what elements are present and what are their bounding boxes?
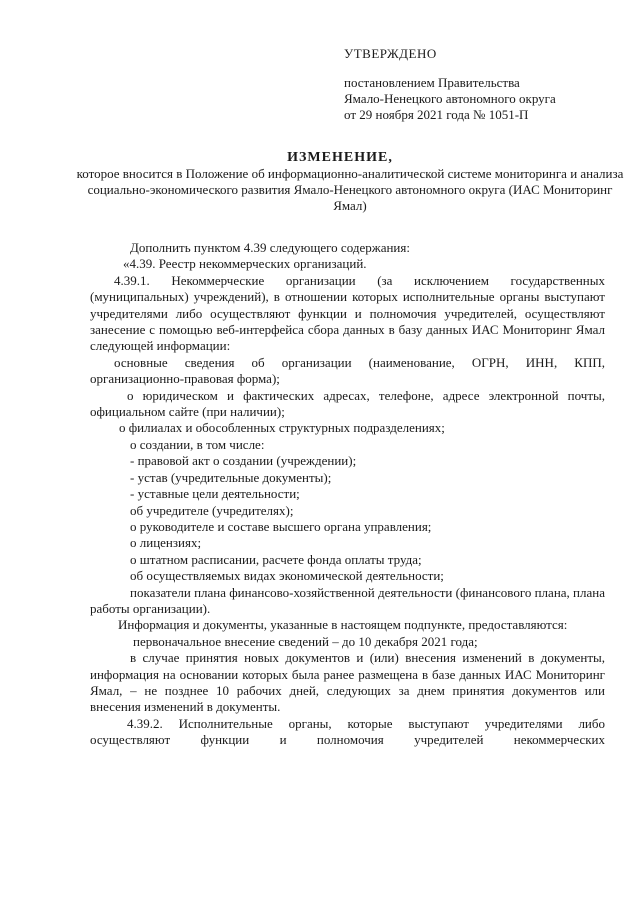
approval-line-2: Ямало-Ненецкого автономного округа	[344, 91, 556, 106]
paragraph: в случае принятия новых документов и (или) внесения изменений в документы, информация на основании которых была ранее размещена в базе данных ИАС Мониторинг Ямал, – не позднее 10 рабочих дней, следующих за днем принятия документов или внесения изменений в документы.	[90, 650, 605, 715]
approval-block	[344, 46, 614, 123]
paragraph: о юридическом и фактических адресах, телефоне, адресе электронной почты, официальном сайте (при наличии);	[90, 387, 605, 420]
paragraph: об учредителе (учредителях);	[130, 502, 294, 518]
paragraph: Информация и документы, указанные в настоящем подпункте, предоставляются:	[118, 617, 568, 633]
paragraph: - устав (учредительные документы);	[130, 469, 332, 485]
paragraph: Дополнить пунктом 4.39 следующего содержания:	[130, 240, 410, 255]
document-subtitle: которое вносится в Положение об информационно-аналитической системе мониторинга и анализа социально-экономического развития Ямало-Ненецкого автономного округа (ИАС Мониторинг Ямал)	[76, 166, 624, 213]
paragraph: «4.39. Реестр некоммерческих организаций.	[123, 256, 367, 272]
paragraph: 4.39.1. Некоммерческие организации (за исключением государственных (муниципальных) учреждений), в отношении которых исполнительные органы выступают учредителями либо осуществляют функции и полномочия учредителей, осуществляют занесение с помощью веб-интерфейса сбора данных в базу данных ИАС Мониторинг Ямал следующей информации:	[90, 272, 605, 354]
approval-heading: УТВЕРЖДЕНО	[344, 46, 437, 61]
paragraph: о филиалах и обособленных структурных подразделениях;	[119, 420, 445, 436]
paragraph: о руководителе и составе высшего органа управления;	[130, 518, 432, 534]
document-body	[90, 240, 605, 749]
paragraph: показатели плана финансово-хозяйственной деятельности (финансового плана, плана работы организации).	[90, 584, 605, 616]
approval-line-3: от 29 ноября 2021 года № 1051-П	[344, 107, 529, 122]
paragraph: о лицензиях;	[130, 535, 202, 551]
paragraph: - правовой акт о создании (учреждении);	[130, 453, 357, 469]
paragraph: 4.39.2. Исполнительные органы, которые выступают учредителями либо осуществляют функции и полномочия учредителей некоммерческих	[90, 715, 605, 748]
paragraph: основные сведения об организации (наименование, ОГРН, ИНН, КПП, организационно-правовая форма);	[90, 354, 605, 387]
approval-spacer	[344, 62, 614, 75]
paragraph: о создании, в том числе:	[130, 436, 265, 452]
paragraph: об осуществляемых видах экономической деятельности;	[130, 568, 444, 584]
approval-line-1: постановлением Правительства	[344, 75, 520, 90]
document-title: ИЗМЕНЕНИЕ,	[287, 150, 393, 165]
paragraph: - уставные цели деятельности;	[130, 486, 300, 502]
paragraph: первоначальное внесение сведений – до 10 декабря 2021 года;	[133, 633, 478, 649]
paragraph: о штатном расписании, расчете фонда оплаты труда;	[130, 551, 422, 567]
